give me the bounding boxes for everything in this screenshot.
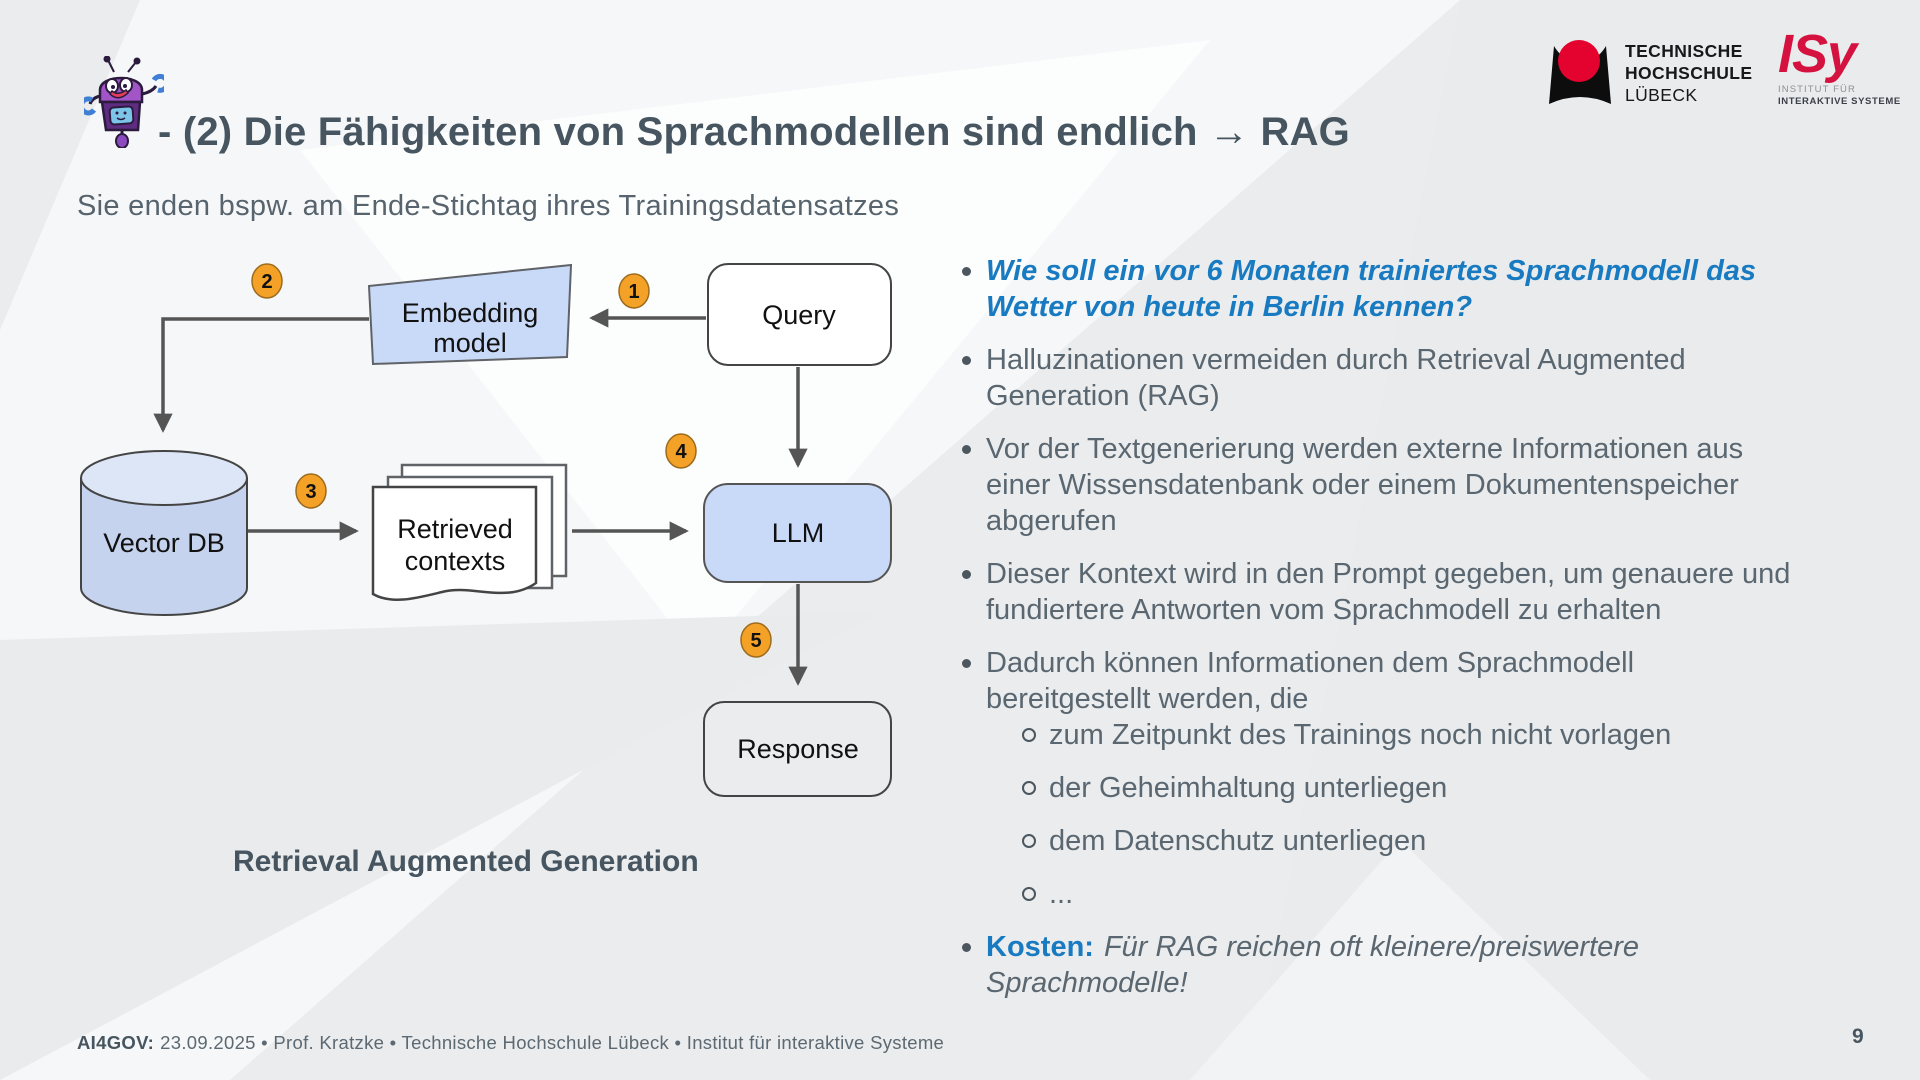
kosten-label: Kosten:: [986, 931, 1094, 963]
bullet-list: [962, 253, 1808, 1018]
slide-title: - (2) Die Fähigkeiten von Sprachmodellen sind endlich → RAG: [158, 110, 1350, 154]
robot-belly-screen: [109, 106, 133, 125]
llm-label: LLM: [771, 518, 825, 548]
th-luebeck-logo: [1549, 38, 1752, 108]
sub-bullet-marker: [1022, 728, 1036, 742]
sub-bullet-text: ...: [1049, 878, 1074, 910]
page-number: 9: [1852, 1025, 1864, 1048]
sub-bullet-list: [962, 717, 1808, 912]
bullet-text: Wie soll ein vor 6 Monaten trainiertes Sprachmodell das Wetter von heute in Berlin kennen?: [986, 255, 1757, 323]
isy-logo-sub2: INTERAKTIVE SYSTEME: [1778, 96, 1901, 107]
sub-bullet-training: [1022, 717, 1808, 753]
bullet-marker: [962, 659, 971, 668]
contexts-label-line2: contexts: [404, 546, 506, 576]
th-luebeck-logo-text: [1625, 38, 1752, 106]
sub-bullet-text: dem Datenschutz unterliegen: [1049, 825, 1427, 857]
contexts-label-line1: Retrieved: [397, 514, 513, 544]
node-retrieved-contexts: [373, 465, 566, 600]
bullet-marker: [962, 570, 971, 579]
node-embedding-model: [369, 265, 571, 364]
svg-text:2: 2: [261, 271, 273, 293]
bullet-text: Dieser Kontext wird in den Prompt gegeben, um genauere und fundiertere Antworten vom Sprachmodell zu erhalten: [986, 558, 1791, 626]
footer-project-label: AI4GOV:: [77, 1032, 155, 1053]
th-logo-line2: HOCHSCHULE: [1625, 63, 1753, 83]
sub-bullet-text: der Geheimhaltung unterliegen: [1049, 772, 1448, 804]
sub-bullet-datenschutz: [1022, 823, 1808, 859]
badge-step-3: [296, 474, 326, 508]
arrow-embedding-to-vectordb: [163, 319, 369, 430]
th-logo-line3: LÜBECK: [1625, 85, 1698, 105]
bullet-text: [986, 929, 1806, 1001]
response-label: Response: [737, 734, 859, 764]
sub-bullet-text: zum Zeitpunkt des Trainings noch nicht vorlagen: [1049, 719, 1672, 751]
badge-step-1: [619, 274, 649, 308]
sub-bullet-marker: [1022, 781, 1036, 795]
svg-text:3: 3: [305, 481, 317, 503]
bullet-kontext-prompt: [962, 556, 1808, 628]
bullet-informationen: [962, 645, 1808, 717]
embedding-label-line2: model: [433, 328, 507, 358]
diagram-caption: Retrieval Augmented Generation: [233, 845, 699, 878]
sub-bullet-geheimhaltung: [1022, 770, 1808, 806]
bullet-text: Halluzinationen vermeiden durch Retrieval Augmented Generation (RAG): [986, 344, 1686, 412]
vector-db-label: Vector DB: [103, 528, 225, 558]
badge-step-5: [741, 623, 771, 657]
bullet-marker: [962, 445, 971, 454]
bullet-halluzinationen: [962, 342, 1808, 414]
query-label: Query: [762, 300, 836, 330]
slide-subtitle: Sie enden bspw. am Ende-Stichtag ihres Trainingsdatensatzes: [77, 190, 900, 222]
isy-logo-name: ISy: [1778, 24, 1857, 84]
node-llm: [704, 484, 891, 582]
bullet-question: [962, 253, 1808, 325]
robot-wheel: [116, 134, 128, 148]
bullet-marker: [962, 943, 971, 952]
bullet-marker: [962, 267, 971, 276]
bullet-text: Vor der Textgenerierung werden externe Informationen aus einer Wissensdatenbank oder einem Dokumentenspeicher abgerufen: [986, 433, 1744, 537]
node-response: [704, 702, 891, 796]
node-vector-db: [81, 451, 247, 615]
th-luebeck-logo-mark: [1549, 38, 1611, 108]
svg-text:5: 5: [750, 630, 762, 652]
footer-text: 23.09.2025 • Prof. Kratzke • Technische Hochschule Lübeck • Institut für interaktive Systeme: [160, 1032, 945, 1053]
isy-logo: [1778, 26, 1901, 107]
sub-bullet-marker: [1022, 834, 1036, 848]
sub-bullet-ellipsis: [1022, 876, 1808, 912]
robot-mascot-icon: [84, 56, 164, 148]
th-logo-line1: TECHNISCHE: [1625, 41, 1743, 61]
bullet-text: Dadurch können Informationen dem Sprachmodell bereitgestellt werden, die: [986, 647, 1635, 715]
isy-logo-sub1: INSTITUT FÜR: [1778, 84, 1856, 95]
bullet-kosten: [962, 929, 1808, 1001]
badge-step-2: [252, 264, 282, 298]
node-query: [708, 264, 891, 365]
kosten-text: Für RAG reichen oft kleinere/preiswertere Sprachmodelle!: [986, 931, 1640, 999]
th-logo-red-circle: [1558, 40, 1600, 82]
bullet-marker: [962, 356, 971, 365]
sub-bullet-marker: [1022, 887, 1036, 901]
bullet-textgenerierung: [962, 431, 1808, 539]
badge-step-4: [666, 434, 696, 468]
slide-footer: [77, 1032, 944, 1054]
svg-text:1: 1: [628, 281, 640, 303]
embedding-label-line1: Embedding: [401, 298, 539, 328]
svg-text:4: 4: [675, 441, 687, 463]
